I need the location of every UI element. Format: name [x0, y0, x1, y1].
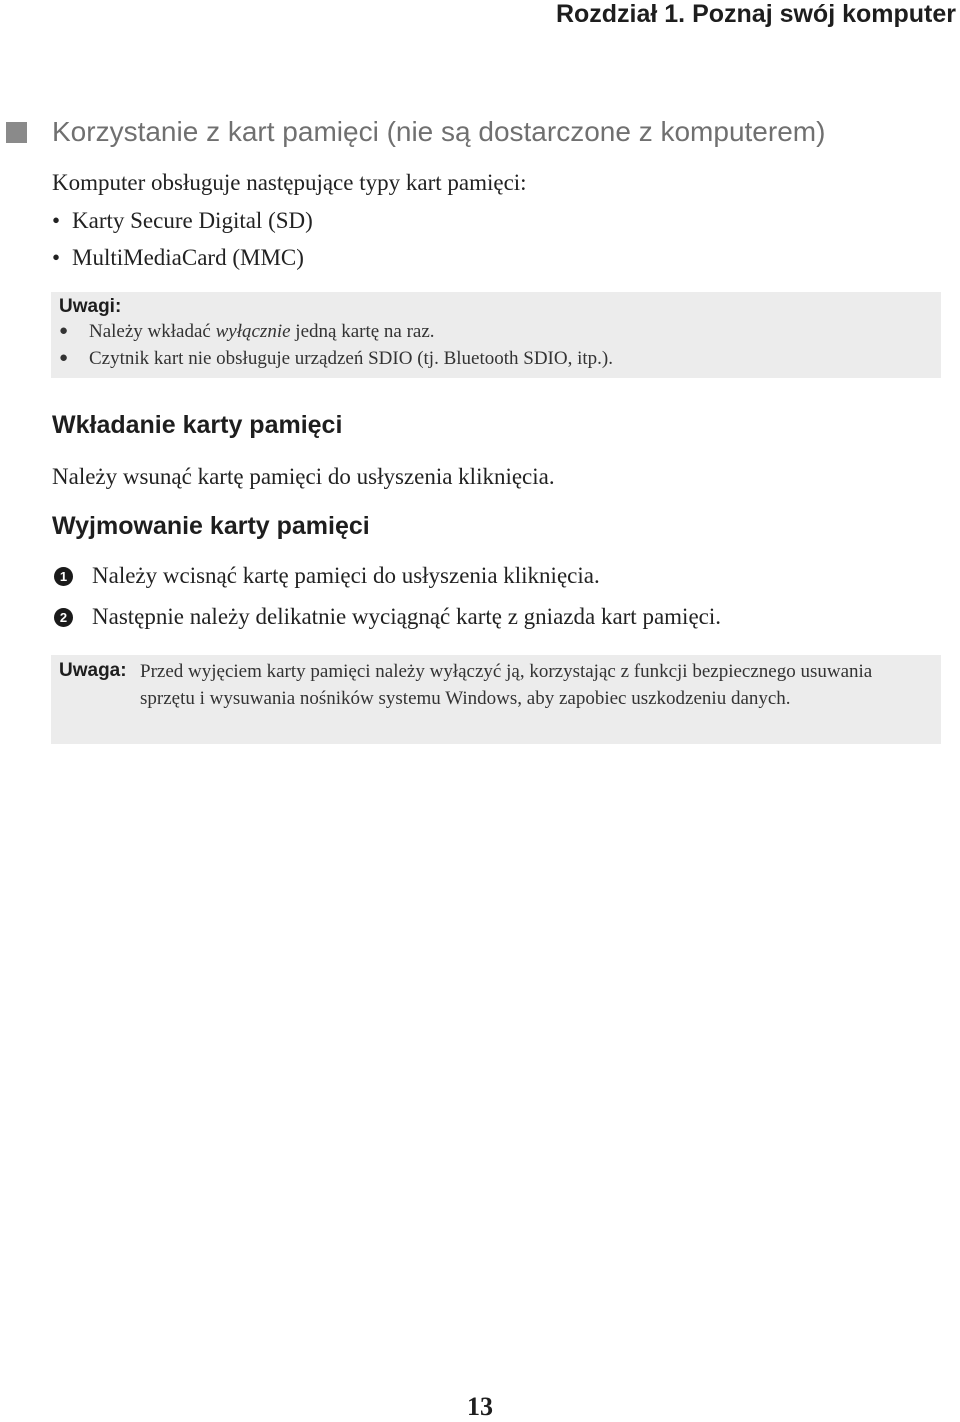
- chapter-title: Rozdział 1. Poznaj swój komputer: [555, 0, 956, 28]
- step-text: Następnie należy delikatnie wyciągnąć kartę z gniazda kart pamięci.: [92, 604, 721, 629]
- section-title: Korzystanie z kart pamięci (nie są dostarczone z komputerem): [52, 116, 826, 147]
- notes-label: Uwagi:: [59, 296, 122, 317]
- step-number-icon: 1: [54, 567, 73, 586]
- step-number-icon: 2: [54, 608, 73, 627]
- list-item: [52, 245, 304, 271]
- warning-box: [51, 655, 941, 744]
- note-text-before: Należy wkładać: [89, 321, 216, 342]
- bullet-icon: •: [52, 245, 61, 270]
- note-text-emphasis: wyłącznie: [215, 321, 291, 342]
- step-item: [54, 563, 600, 589]
- warning-label: Uwaga:: [59, 660, 127, 681]
- step-text: Należy wcisnąć kartę pamięci do usłyszenia kliknięcia.: [92, 563, 600, 588]
- intro-text: Komputer obsługuje następujące typy kart pamięci:: [52, 170, 527, 195]
- list-item: [52, 208, 313, 234]
- removing-heading: Wyjmowanie karty pamięci: [52, 512, 370, 540]
- section-heading: [6, 112, 825, 152]
- bullet-icon: ●: [59, 350, 69, 366]
- list-item-text: Karty Secure Digital (SD): [72, 208, 313, 233]
- warning-text: Przed wyjęciem karty pamięci należy wyłączyć ją, korzystając z funkcji bezpiecznego usuwania sprzętu i wysuwania nośników systemu Windows, aby zapobiec uszkodzeniu danych.: [140, 661, 873, 709]
- inserting-text: Należy wsunąć kartę pamięci do usłyszenia kliknięcia.: [52, 464, 555, 489]
- bullet-icon: ●: [59, 323, 69, 339]
- note-item: [59, 321, 435, 343]
- note-item: [59, 348, 613, 370]
- list-item-text: MultiMediaCard (MMC): [72, 245, 304, 270]
- inserting-heading: Wkładanie karty pamięci: [52, 411, 343, 439]
- notes-box: [51, 292, 941, 378]
- square-bullet-icon: [6, 122, 27, 143]
- page-number: 13: [467, 1392, 493, 1421]
- note-text-after: jedną kartę na raz.: [290, 321, 435, 342]
- bullet-icon: •: [52, 208, 61, 233]
- note-text: Czytnik kart nie obsługuje urządzeń SDIO (tj. Bluetooth SDIO, itp.).: [89, 348, 613, 369]
- step-item: [54, 604, 721, 630]
